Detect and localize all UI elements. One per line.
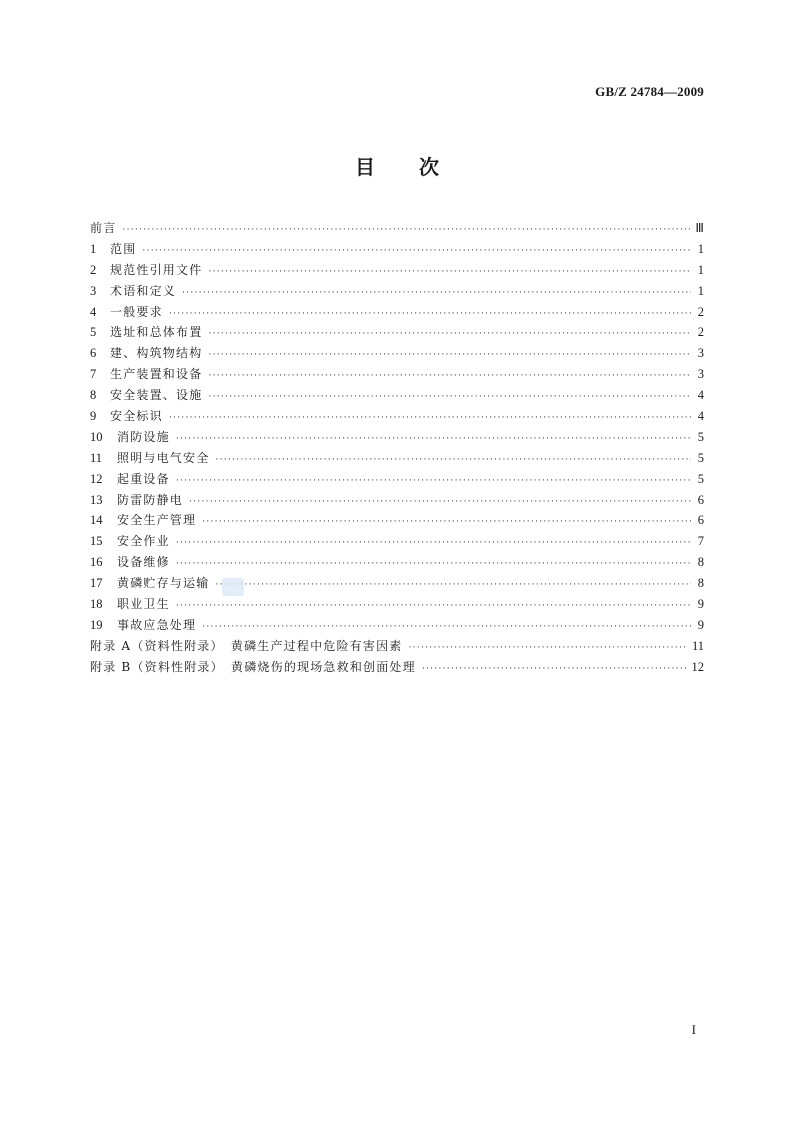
toc-entry-label: 一般要求	[110, 304, 163, 319]
toc-entry-page: 2	[697, 304, 704, 319]
toc-entry-number: 9	[90, 409, 97, 424]
toc-leader-dots	[176, 429, 691, 450]
toc-entry-page: 6	[697, 492, 704, 507]
toc-leader-dots	[182, 283, 691, 304]
toc-entry[interactable]	[90, 406, 704, 427]
toc-entry-label: 建、构筑物结构	[110, 346, 203, 361]
toc-entry[interactable]	[90, 260, 704, 281]
title-char-left: 目	[355, 155, 375, 179]
toc-entry-number: 17	[90, 576, 103, 591]
toc-entry-number: 3	[90, 283, 97, 298]
toc-entry-page: 1	[697, 262, 704, 277]
toc-entry[interactable]	[90, 531, 704, 552]
toc-entry[interactable]	[90, 615, 704, 636]
page-number: I	[691, 1022, 696, 1037]
toc-leader-dots	[202, 512, 691, 533]
toc-entry[interactable]	[90, 218, 704, 239]
toc-entry-label: 职业卫生	[117, 597, 170, 612]
watermark-logo	[222, 578, 244, 596]
toc-entry-label: 起重设备	[117, 471, 170, 486]
toc-entry-number: 19	[90, 617, 103, 632]
toc-entry-label: 安全作业	[117, 534, 170, 549]
toc-entry-number: 4	[90, 304, 97, 319]
toc-entry[interactable]	[90, 448, 704, 469]
toc-entry-page: 5	[697, 429, 704, 444]
toc-entry[interactable]	[90, 322, 704, 343]
toc-entry-label: 照明与电气安全	[117, 450, 210, 465]
toc-entry-page: 1	[697, 241, 704, 256]
toc-leader-dots	[176, 471, 691, 492]
toc-entry-page: 5	[697, 471, 704, 486]
toc-leader-dots	[169, 408, 691, 429]
toc-entry-label: 附录 B（资料性附录） 黄磷烧伤的现场急救和创面处理	[90, 659, 416, 674]
toc-entry-label: 安全生产管理	[117, 513, 197, 528]
toc-leader-dots	[215, 575, 691, 596]
toc-entry-page: 5	[697, 450, 704, 465]
toc-entry[interactable]	[90, 594, 704, 615]
toc-entry-number: 18	[90, 597, 103, 612]
toc-entry[interactable]	[90, 636, 704, 657]
toc-leader-dots	[176, 596, 691, 617]
toc-entry-page: Ⅲ	[695, 221, 704, 235]
toc-leader-dots	[215, 450, 691, 471]
toc-entry[interactable]	[90, 239, 704, 260]
table-of-contents	[90, 218, 704, 678]
toc-entry-number: 6	[90, 346, 97, 361]
toc-entry-page: 9	[697, 597, 704, 612]
toc-entry[interactable]	[90, 573, 704, 594]
toc-entry-number: 11	[90, 450, 103, 465]
standard-code: GB/Z 24784—2009	[595, 84, 704, 99]
toc-entry[interactable]	[90, 281, 704, 302]
toc-leader-dots	[202, 617, 691, 638]
toc-entry-number: 13	[90, 492, 103, 507]
page-title	[0, 151, 794, 180]
toc-entry-label: 范围	[110, 241, 137, 256]
toc-entry-label: 安全标识	[110, 409, 163, 424]
toc-entry-label: 消防设施	[117, 429, 170, 444]
toc-entry[interactable]	[90, 469, 704, 490]
toc-entry-label: 附录 A（资料性附录） 黄磷生产过程中危险有害因素	[90, 638, 403, 653]
toc-leader-dots	[208, 324, 691, 345]
toc-entry[interactable]	[90, 364, 704, 385]
toc-entry-page: 12	[691, 659, 704, 674]
toc-leader-dots	[208, 345, 691, 366]
toc-entry-label: 规范性引用文件	[110, 262, 203, 277]
toc-entry-page: 9	[697, 617, 704, 632]
toc-entry-label: 防雷防静电	[117, 492, 184, 507]
toc-leader-dots	[189, 492, 691, 513]
toc-entry-label: 术语和定义	[110, 283, 177, 298]
toc-leader-dots	[422, 659, 687, 680]
toc-entry-page: 11	[691, 638, 704, 653]
toc-entry-number: 2	[90, 262, 97, 277]
toc-entry-page: 7	[697, 534, 704, 549]
toc-entry-label: 前言	[90, 221, 117, 235]
toc-entry-number: 7	[90, 367, 97, 382]
toc-entry[interactable]	[90, 302, 704, 323]
toc-entry-page: 4	[697, 388, 704, 403]
toc-entry-page: 4	[697, 409, 704, 424]
toc-entry-page: 1	[697, 283, 704, 298]
title-char-right: 次	[419, 155, 439, 179]
toc-leader-dots	[169, 304, 691, 325]
toc-leader-dots	[208, 366, 691, 387]
toc-entry[interactable]	[90, 490, 704, 511]
toc-entry[interactable]	[90, 657, 704, 678]
toc-entry-number: 12	[90, 471, 103, 486]
toc-entry-number: 8	[90, 388, 97, 403]
toc-entry[interactable]	[90, 552, 704, 573]
toc-entry-number: 16	[90, 555, 103, 570]
toc-leader-dots	[176, 554, 691, 575]
toc-entry-label: 设备维修	[117, 555, 170, 570]
toc-entry-page: 3	[697, 346, 704, 361]
toc-leader-dots	[208, 387, 691, 408]
toc-entry-number: 14	[90, 513, 103, 528]
toc-entry-number: 15	[90, 534, 103, 549]
toc-entry-label: 生产装置和设备	[110, 367, 203, 382]
toc-entry[interactable]	[90, 343, 704, 364]
toc-leader-dots	[176, 533, 691, 554]
toc-entry[interactable]	[90, 385, 704, 406]
toc-entry-number: 10	[90, 429, 103, 444]
toc-leader-dots	[208, 262, 691, 283]
toc-entry-number: 5	[90, 325, 97, 340]
toc-entry-page: 6	[697, 513, 704, 528]
toc-entry-number: 1	[90, 241, 97, 256]
toc-leader-dots	[122, 220, 690, 241]
toc-leader-dots	[142, 241, 691, 262]
toc-entry[interactable]	[90, 510, 704, 531]
toc-entry-page: 3	[697, 367, 704, 382]
toc-entry-page: 8	[697, 555, 704, 570]
toc-entry-page: 2	[697, 325, 704, 340]
toc-entry-label: 安全装置、设施	[110, 388, 203, 403]
toc-entry-page: 8	[697, 576, 704, 591]
toc-entry[interactable]	[90, 427, 704, 448]
toc-entry-label: 黄磷贮存与运输	[117, 576, 210, 591]
toc-entry-label: 选址和总体布置	[110, 325, 203, 340]
toc-leader-dots	[408, 638, 686, 659]
toc-entry-label: 事故应急处理	[117, 617, 197, 632]
